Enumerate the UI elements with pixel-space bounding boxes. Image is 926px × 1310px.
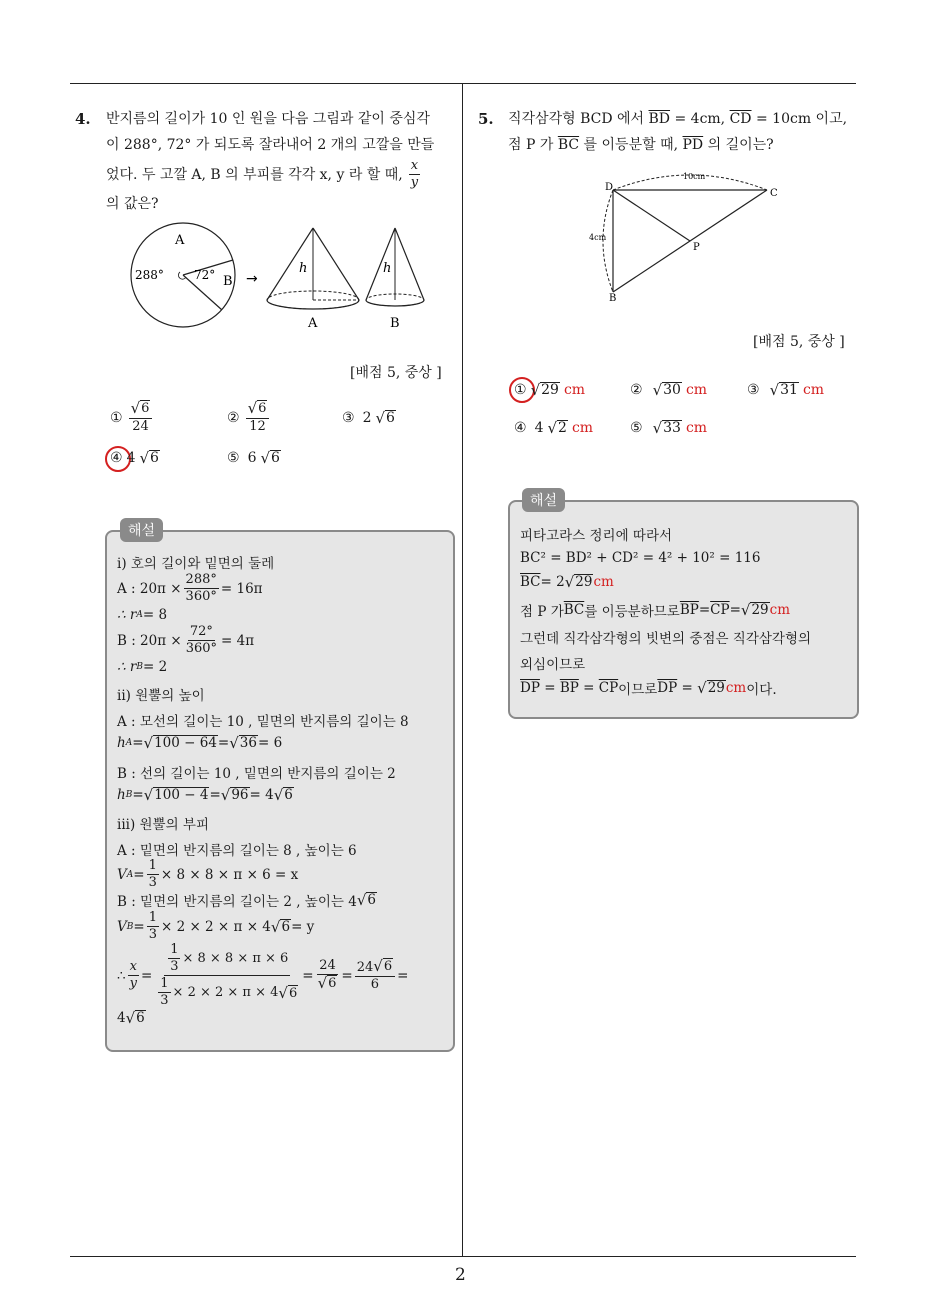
option-number: ① [110,409,123,426]
q5-figure [585,168,785,308]
option-number: ③ [342,410,355,426]
sol-line: ∴ r B = 2 [117,659,168,675]
q4-option-3[interactable] [342,410,396,426]
option-unit: cm [571,420,594,436]
sol-line: ∴ $\frac{x}{y}$ = $\frac{1}{3}$ × 8 × 8 × π × 6 $\frac{1}{3}$ × 2 × 2 × π × 4 √ 6 = 24 √ 6 = 24 √ 6 6 = [117,942,409,1008]
q5-meta: [배점 5, 중상 ] [753,334,845,350]
cone-a-label: A [308,316,318,331]
circle-label-a: A [175,233,185,248]
vertex-b: B [609,293,617,304]
option-number: ② [227,409,240,426]
option-number: ④ [514,420,527,436]
q4-solution-box [105,530,455,1052]
q5-text-line: 직각삼각형 BCD 에서 $\overline{BD} = 4cm$, $\overline{CD} = 10cm$ 이고, [508,111,848,127]
q4-text-line: 반지름의 길이가 10 인 원을 다음 그림과 같이 중심각 [106,111,430,127]
frac-num: √ 6 [129,400,153,419]
sol-line: 4 √ 6 [117,1009,145,1027]
sol-line: $\overline{BC}$ = 2 √ 29 cm [520,573,614,591]
sqrt: √ 6 [260,449,280,467]
column-divider [462,83,463,1256]
q5-solution-tag: 해설 [522,488,565,512]
cone-b-label: B [390,316,400,331]
q5-option-3[interactable] [747,382,824,398]
sol-line: 외심이므로 [520,657,586,673]
bottom-rule [70,1256,856,1257]
q5-text [508,106,858,158]
option-frac [246,400,270,435]
q4-solution-tag: 해설 [120,518,163,542]
sqrt: √ 6 [139,449,159,467]
q4-option-4[interactable] [110,450,160,466]
sqrt: √ 6 [375,409,395,427]
option-number: ② [630,382,643,398]
arrow-icon: → [246,271,258,287]
sol-line: B : 선의 길이는 10 , 밑면의 반지름의 길이는 2 [117,766,396,782]
sol-line: h A = √ 100 − 64 = √ 36 = 6 [117,734,283,752]
q4-figure [130,220,450,335]
angle-288: 288° [135,268,164,282]
option-unit: cm [802,382,825,398]
q5-text-line: 점 P 가 $\overline{BC}$ 를 이등분할 때, $\overline{PD}$ 의 길이는? [508,137,774,153]
q4-text-line: 의 값은? [106,196,159,212]
q4-text-line-3: 었다. 두 고깔 A, B 의 부피를 각각 x, y 라 할 때, [106,166,403,183]
frac-den: 12 [249,419,266,434]
frac-num: x [410,158,419,173]
option-number: ⑤ [630,420,643,436]
sol-line: 그런데 직각삼각형의 빗변의 중점은 직각삼각형의 [520,631,812,647]
q5-option-1[interactable] [514,382,585,398]
length-top: 10cm [683,172,706,181]
sqrt: √ 2 [547,419,567,437]
q5-option-2[interactable] [630,382,707,398]
option-coef: 4 [126,450,136,466]
length-left: 4cm [589,233,607,242]
option-number: ③ [747,382,760,398]
sol-line: A : 20π × $\frac{288^\circ}{360^\circ}$ = 16π [117,572,263,604]
angle-72: 72° [194,268,216,282]
q4-text [106,106,456,217]
option-frac [129,400,153,435]
sol-line: V A = $\frac{1}{3}$ × 8 × 8 × π × 6 = x [117,858,299,890]
sol-line: iii) 원뿔의 부피 [117,817,210,833]
sol-line: $\overline{DP}$ = $\overline{BP}$ = $\overline{CP}$ 이므로 $\overline{DP}$ = √ 29 cm 이다. [520,679,777,698]
q4-text-line: 이 288°, 72° 가 되도록 잘라내어 2 개의 고깔을 만들 [106,137,435,153]
vertex-c: C [770,188,778,199]
option-coef: 6 [247,450,257,466]
page-number: 2 [455,1265,466,1285]
q5-option-5[interactable] [630,420,707,436]
point-p: P [693,242,700,253]
vertex-d: D [605,182,614,193]
q4-option-5[interactable] [227,450,281,466]
q4-meta: [배점 5, 중상 ] [350,365,442,381]
option-coef: 2 [362,410,372,426]
option-number: ④ [110,450,123,466]
q4-number: 4. [75,110,91,128]
q4-option-2[interactable] [227,400,271,435]
sqrt: √ 30 [652,381,681,399]
option-unit: cm [685,420,708,436]
q5-number: 5. [478,110,494,128]
option-unit: cm [563,382,586,398]
sqrt: √ 33 [652,419,681,437]
top-rule [70,83,856,84]
circle-label-b: B [223,274,233,289]
q4-text-line [106,158,456,191]
q4-frac-xy [409,158,420,191]
sol-line: 피타고라스 정리에 따라서 [520,528,673,544]
sol-line: A : 모선의 길이는 10 , 밑면의 반지름의 길이는 8 [117,714,409,730]
sol-line: V B = $\frac{1}{3}$ × 2 × 2 × π × 4 √ 6 = y [117,910,315,942]
q5-solution-box [508,500,859,719]
sol-line: 점 P 가 $\overline{BC}$ 를 이등분하므로 $\overline{BP}$ = $\overline{CP}$ = √ 29 cm [520,601,791,620]
sol-line: B : 20π × $\frac{72^\circ}{360^\circ}$ = 4π [117,624,255,656]
frac-den: y [410,175,419,190]
sol-line: A : 밑면의 반지름의 길이는 8 , 높이는 6 [117,843,357,859]
sol-line: BC² = BD² + CD² = 4² + 10² = 116 [520,550,761,566]
sol-line: B : 밑면의 반지름의 길이는 2 , 높이는 4 √ 6 [117,891,376,910]
sqrt: √ 29 [530,381,559,399]
sol-line: ∴ r A = 8 [117,607,168,623]
sqrt: √ 31 [769,381,798,399]
option-number: ① [514,382,527,398]
frac-den: 24 [132,419,149,434]
q5-option-4[interactable] [514,420,593,436]
sol-line: i) 호의 길이와 밑면의 둘레 [117,556,275,572]
option-unit: cm [685,382,708,398]
option-coef: 4 [534,420,544,436]
q4-option-1[interactable] [110,400,154,435]
cone-a-h: h [299,261,308,276]
sol-line: ii) 원뿔의 높이 [117,688,205,704]
cone-b-h: h [383,261,392,276]
option-number: ⑤ [227,450,240,466]
sol-line: h B = √ 100 − 4 = √ 96 = 4 √ 6 [117,786,293,804]
frac-num: √ 6 [246,400,270,419]
